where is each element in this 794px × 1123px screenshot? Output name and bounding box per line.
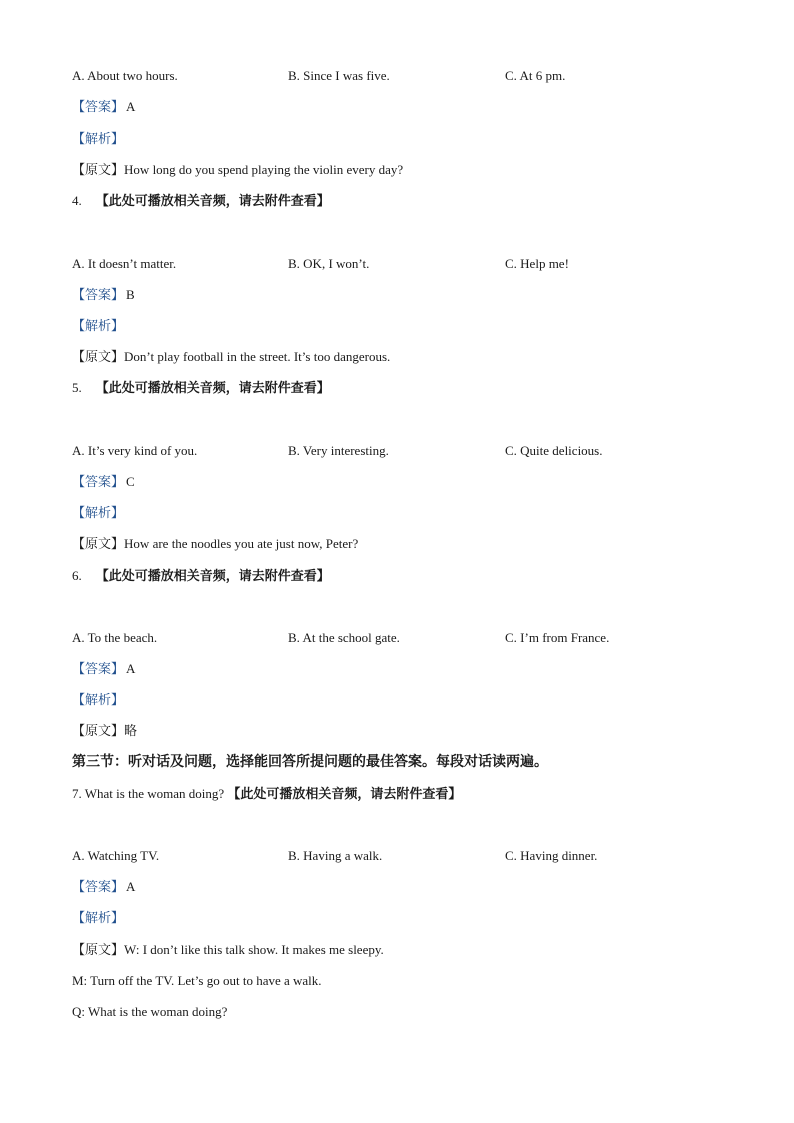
analysis-tag: 【解析】: [72, 131, 125, 146]
q7-original: [72, 942, 384, 958]
q5-answer-value: C: [126, 474, 135, 489]
q5-audio-note: 【此处可播放相关音频，请去附件查看】: [95, 380, 330, 395]
original-tag: 【原文】: [72, 349, 125, 364]
analysis-tag: 【解析】: [72, 505, 125, 520]
q6-answer-value: A: [126, 661, 136, 676]
q5-number: 5.: [72, 380, 82, 395]
q4-option-a: A. It doesn’t matter.: [72, 256, 177, 271]
q7-option-b: B. Having a walk.: [288, 848, 383, 863]
q4-answer: [72, 287, 135, 303]
analysis-tag: 【解析】: [72, 318, 125, 333]
original-tag: 【原文】: [72, 536, 125, 551]
q5-answer: [72, 474, 135, 490]
original-tag: 【原文】: [72, 723, 125, 738]
q6-option-b: B. At the school gate.: [288, 630, 400, 645]
q3-answer: [72, 99, 135, 115]
q5-option-a: A. It’s very kind of you.: [72, 443, 198, 458]
answer-tag: 【答案】: [72, 879, 125, 894]
q7-original-line-3: Q: What is the woman doing?: [72, 1004, 228, 1019]
q7-original-line-1: W: I don’t like this talk show. It makes me sleepy.: [124, 942, 384, 957]
q5-header: [72, 380, 330, 396]
q3-original: [72, 162, 403, 178]
q6-audio-note: 【此处可播放相关音频，请去附件查看】: [95, 568, 330, 583]
q4-analysis: [72, 318, 124, 334]
q4-original: [72, 349, 390, 365]
section3-heading: 第三节：听对话及问题，选择能回答所提问题的最佳答案。每段对话读两遍。: [72, 755, 548, 770]
q7-answer: [72, 879, 135, 895]
q6-option-c: C. I’m from France.: [505, 630, 610, 645]
q6-options: [72, 630, 722, 646]
q6-option-a: A. To the beach.: [72, 630, 158, 645]
q5-option-b: B. Very interesting.: [288, 443, 389, 458]
q3-option-a: A. About two hours.: [72, 68, 178, 83]
q7-audio-note: 【此处可播放相关音频，请去附件查看】: [227, 786, 462, 801]
q7-original-line-2: M: Turn off the TV. Let’s go out to have a walk.: [72, 973, 322, 988]
q3-original-text: How long do you spend playing the violin every day?: [124, 162, 404, 177]
q6-original-text: 略: [124, 723, 138, 738]
q4-header: [72, 193, 330, 209]
q4-original-text: Don’t play football in the street. It’s too dangerous.: [124, 349, 391, 364]
q7-options: [72, 848, 722, 864]
analysis-tag: 【解析】: [72, 692, 125, 707]
q7-answer-value: A: [126, 879, 136, 894]
q4-options: [72, 256, 722, 272]
q4-number: 4.: [72, 193, 82, 208]
answer-tag: 【答案】: [72, 287, 125, 302]
q7-option-a: A. Watching TV.: [72, 848, 160, 863]
q3-option-b: B. Since I was five.: [288, 68, 390, 83]
q4-answer-value: B: [126, 287, 135, 302]
q6-number: 6.: [72, 568, 82, 583]
q4-option-c: C. Help me!: [505, 256, 569, 271]
answer-tag: 【答案】: [72, 474, 125, 489]
q7-analysis: [72, 910, 124, 926]
q6-answer: [72, 661, 135, 677]
answer-tag: 【答案】: [72, 661, 125, 676]
q4-audio-note: 【此处可播放相关音频，请去附件查看】: [95, 193, 330, 208]
original-tag: 【原文】: [72, 942, 125, 957]
q7-header: [72, 786, 461, 802]
q7-option-c: C. Having dinner.: [505, 848, 598, 863]
q3-answer-value: A: [126, 99, 136, 114]
q5-options: [72, 443, 722, 459]
q3-options: [72, 68, 722, 84]
q5-original-text: How are the noodles you ate just now, Peter?: [124, 536, 359, 551]
q6-header: [72, 568, 330, 584]
q5-original: [72, 536, 358, 552]
q6-original: [72, 723, 137, 739]
q4-option-b: B. OK, I won’t.: [288, 256, 370, 271]
q5-option-c: C. Quite delicious.: [505, 443, 603, 458]
q6-analysis: [72, 692, 124, 708]
q3-option-c: C. At 6 pm.: [505, 68, 566, 83]
original-tag: 【原文】: [72, 162, 125, 177]
analysis-tag: 【解析】: [72, 910, 125, 925]
answer-tag: 【答案】: [72, 99, 125, 114]
q3-analysis: [72, 131, 124, 147]
q5-analysis: [72, 505, 124, 521]
q7-question: 7. What is the woman doing?: [72, 786, 225, 801]
